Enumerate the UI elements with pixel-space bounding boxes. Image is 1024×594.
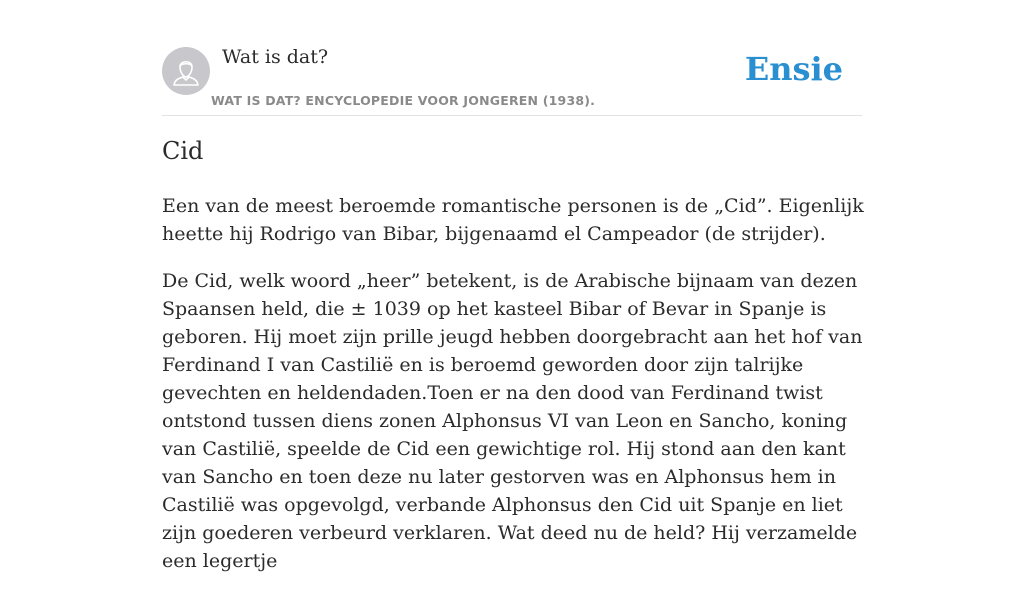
source-subtitle[interactable]: WAT IS DAT? ENCYCLOPEDIE VOOR JONGEREN (1938). xyxy=(211,93,596,108)
article-title: Cid xyxy=(162,137,204,165)
article-paragraph-2: De Cid, welk woord „heer” betekent, is de Arabische bijnaam van dezen Spaansen held, die ± 1039 op het kasteel Bibar of Bevar in Spanje is geboren. Hij moet zijn prille jeugd hebben doorgebracht aan het hof van Ferdinand I van Castilië en is beroemd geworden door zijn talrijke gevechten en heldendaden.Toen er na den dood van Ferdinand twist ontstond tussen diens zonen Alphonsus VI van Leon en Sancho, koning van Castilië, speelde de Cid een gewichtige rol. Hij stond aan den kant van Sancho en toen deze nu later gestorven was en Alphonsus hem in Castilië was opgevolgd, verbande Alphonsus den Cid uit Spanje en liet zijn goederen verbeurd verklaren. Wat deed nu de held? Hij verzamelde een legertje xyxy=(162,270,863,572)
article-body xyxy=(162,192,872,594)
ensie-logo-link[interactable]: Ensie xyxy=(744,50,843,88)
source-title[interactable]: Wat is dat? xyxy=(222,46,329,68)
user-silhouette-icon[interactable] xyxy=(162,47,210,95)
article-paragraph-1: Een van de meest beroemde romantische personen is de „Cid”. Eigenlijk heette hij Rodrigo van Bibar, bijgenaamd el Campeador (de strijder). xyxy=(162,195,864,245)
source-header xyxy=(162,44,862,116)
